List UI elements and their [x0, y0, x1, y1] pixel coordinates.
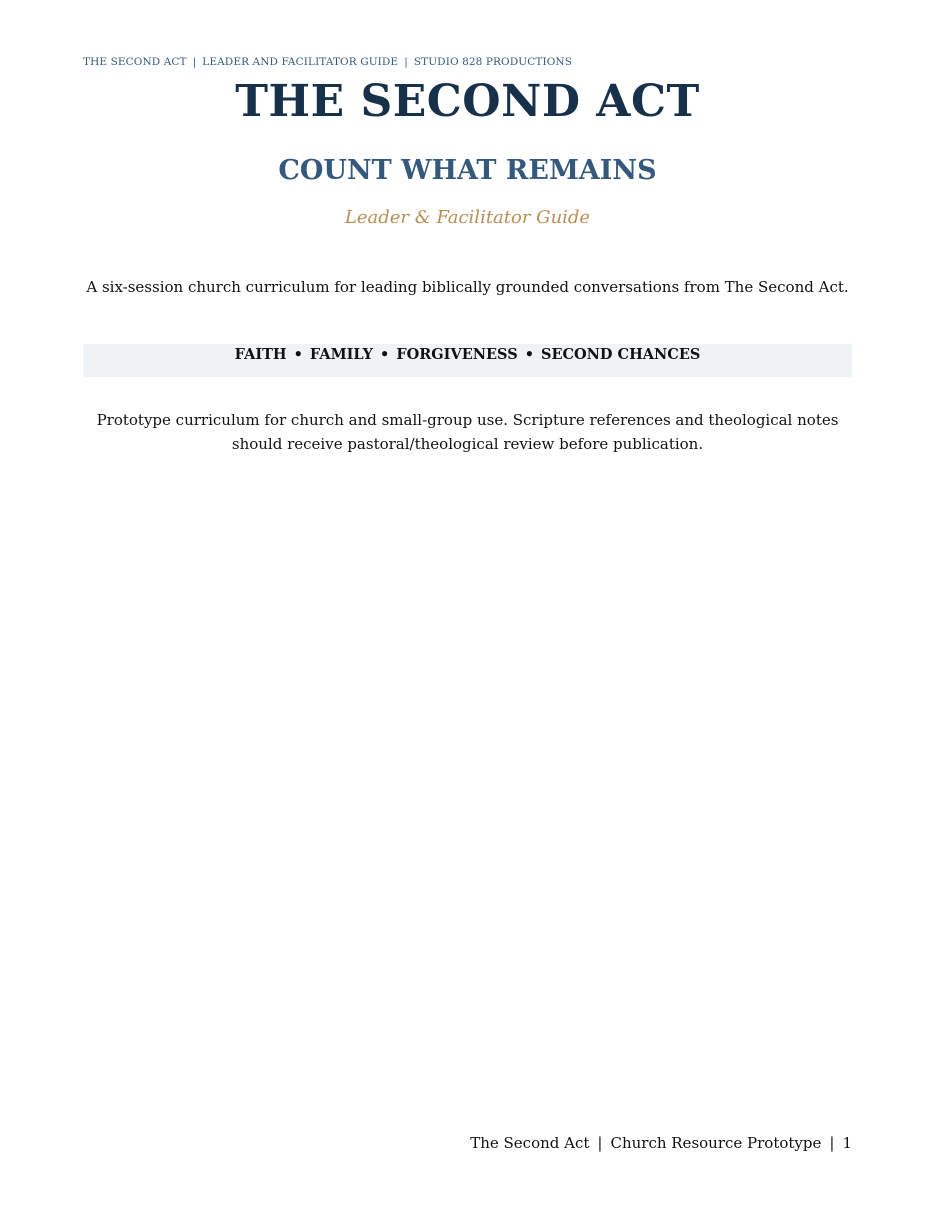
- theme-separator: •: [293, 346, 303, 363]
- header-separator: |: [192, 56, 197, 68]
- themes-band: [83, 344, 852, 377]
- document-title: THE SECOND ACT: [235, 76, 700, 127]
- theme-separator: •: [524, 346, 534, 363]
- theme-separator: •: [380, 346, 390, 363]
- theme-second-chances: SECOND CHANCES: [540, 346, 701, 363]
- header-separator: |: [404, 56, 408, 68]
- footer-separator: |: [829, 1134, 835, 1152]
- header-item-studio: STUDIO 828 PRODUCTIONS: [413, 56, 572, 68]
- page-footer: [470, 1134, 852, 1152]
- document-subtitle: COUNT WHAT REMAINS: [278, 155, 657, 186]
- header-item-title: THE SECOND ACT: [83, 56, 187, 68]
- footer-title: The Second Act: [470, 1134, 590, 1152]
- review-disclaimer: Prototype curriculum for church and small-group use. Scripture references and theological notes should receive pastoral/theological review before publication.: [96, 411, 839, 453]
- theme-forgiveness: FORGIVENESS: [396, 346, 518, 363]
- curriculum-description: A six-session church curriculum for leading biblically grounded conversations from The Second Act.: [86, 278, 849, 296]
- page-number: 1: [842, 1134, 852, 1152]
- theme-faith: FAITH: [234, 346, 287, 363]
- footer-separator: |: [597, 1134, 603, 1152]
- running-header: [83, 56, 572, 68]
- header-item-guide: LEADER AND FACILITATOR GUIDE: [202, 56, 399, 68]
- guide-label: Leader & Facilitator Guide: [344, 207, 591, 228]
- theme-family: FAMILY: [309, 346, 374, 363]
- footer-resource-label: Church Resource Prototype: [610, 1134, 822, 1152]
